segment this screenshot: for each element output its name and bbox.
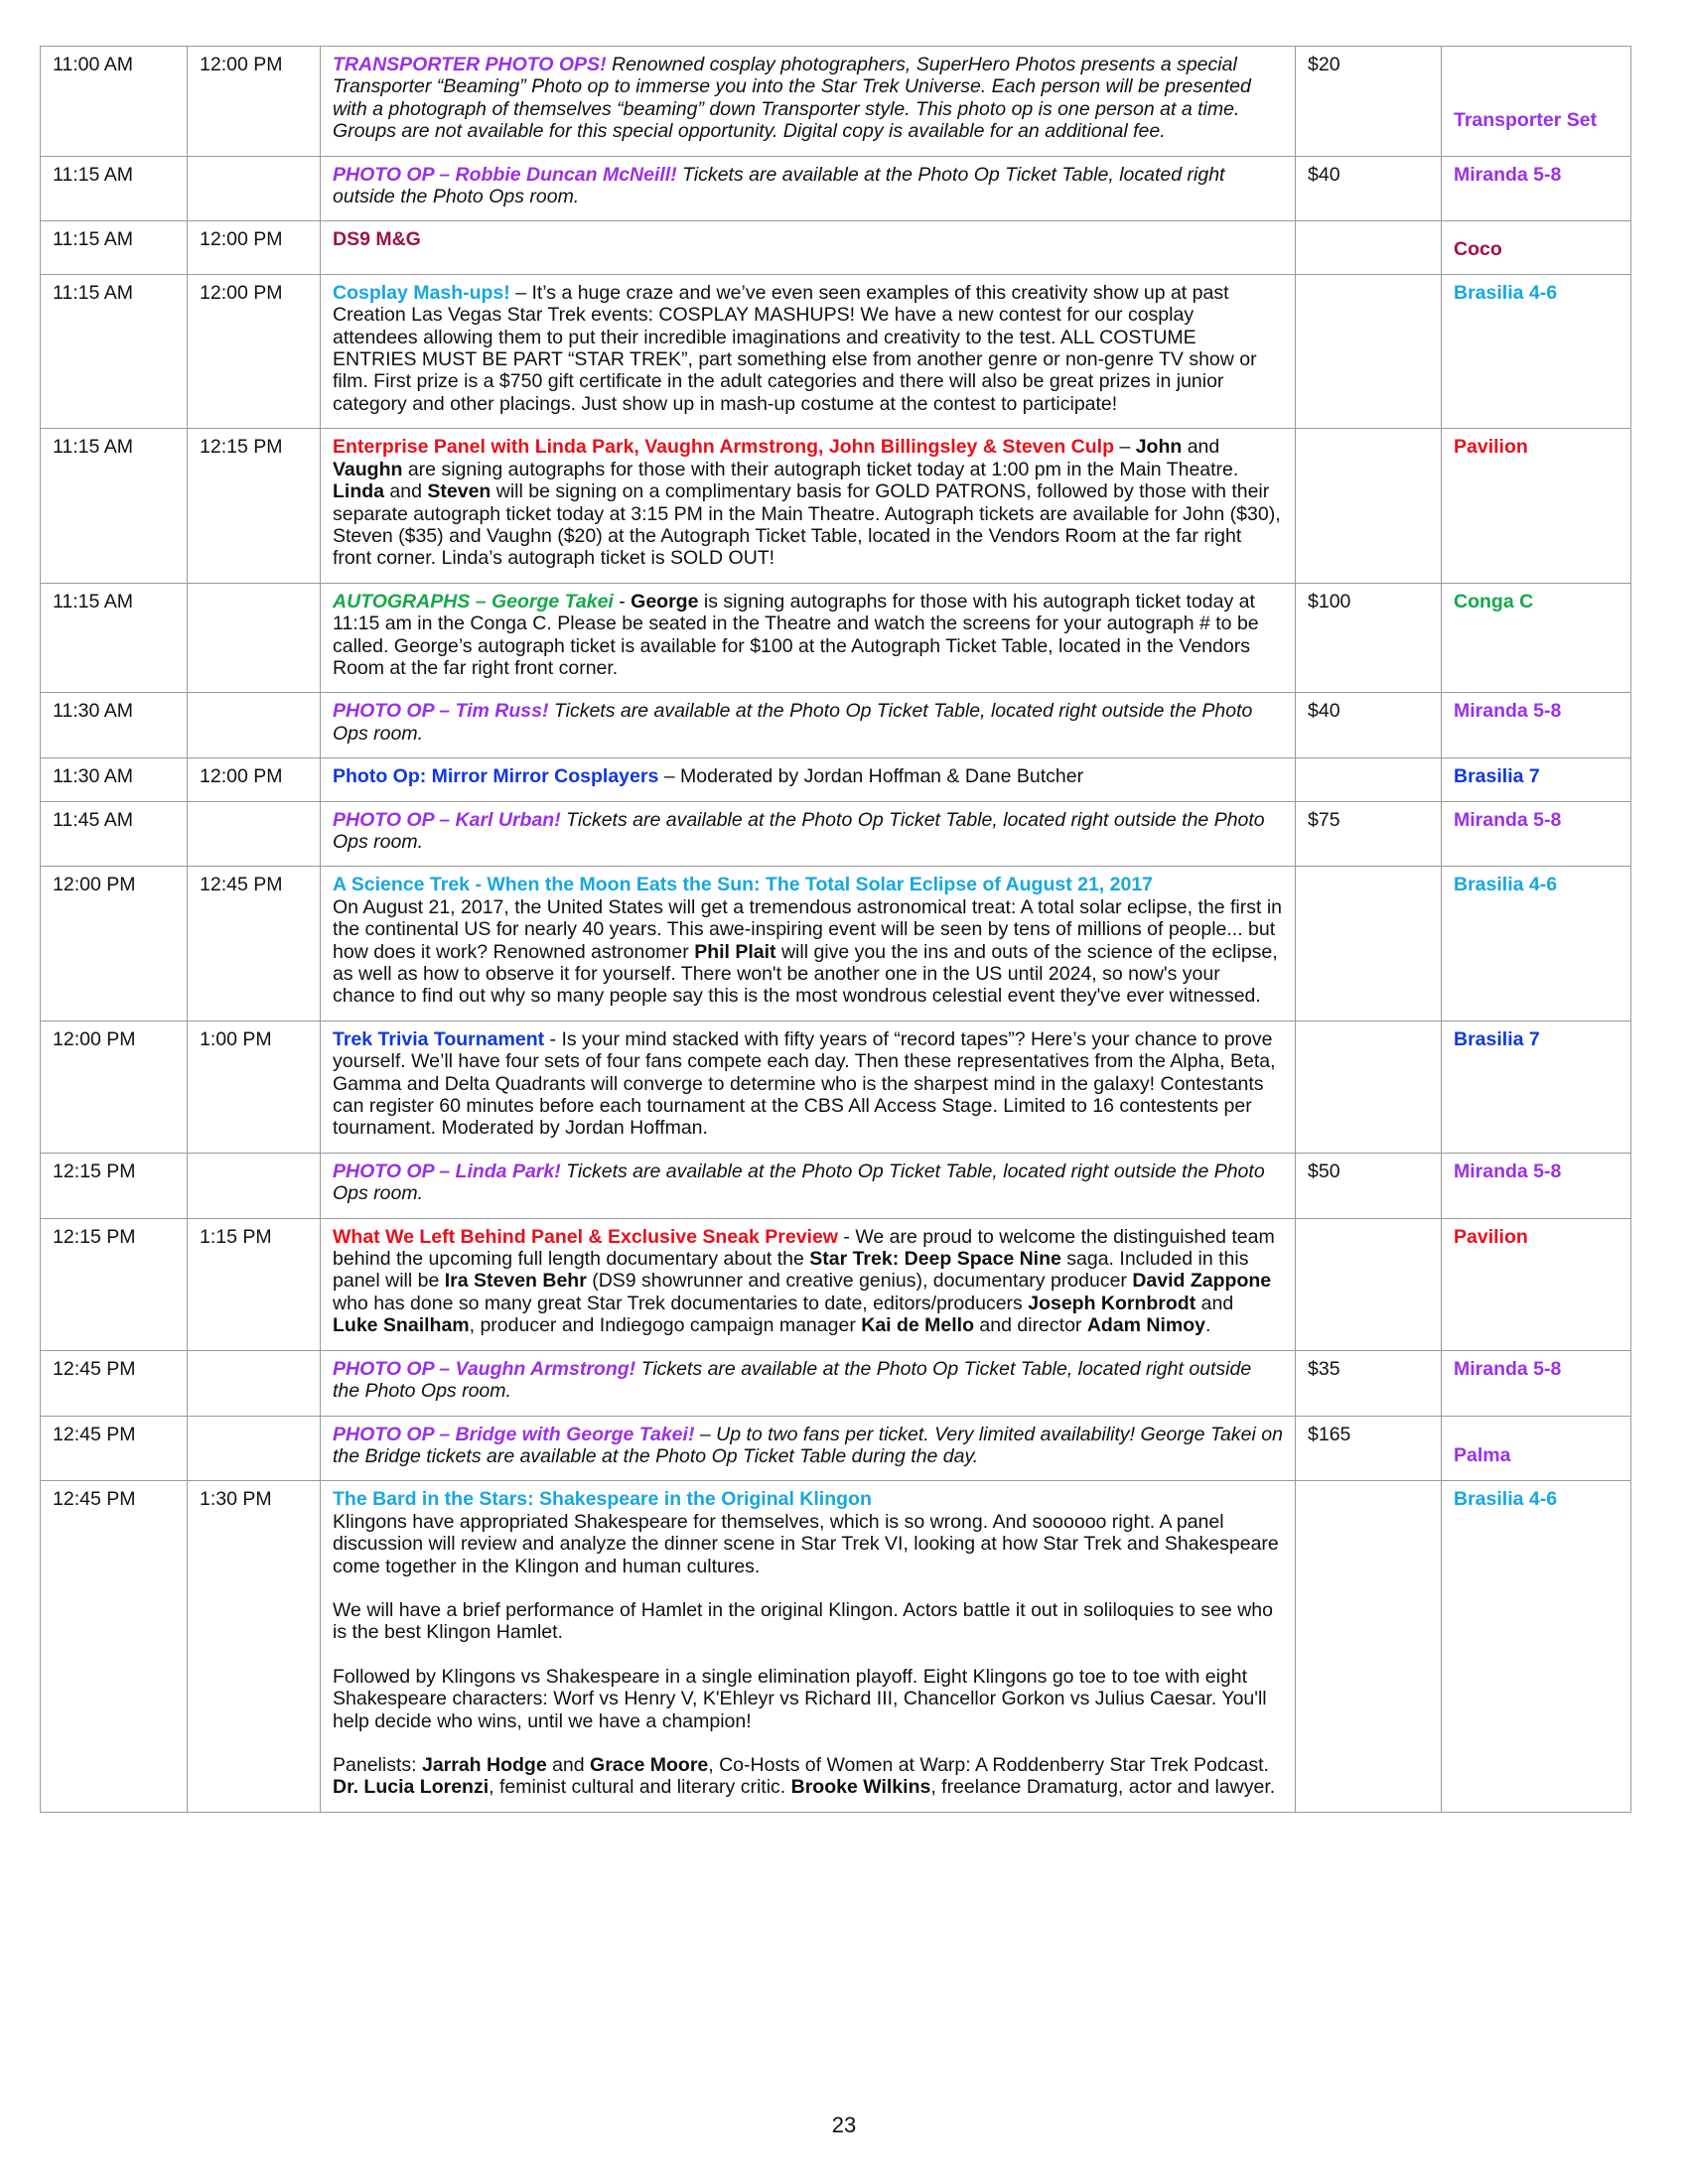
event-price [1296, 1481, 1442, 1812]
event-title: PHOTO OP – Tim Russ! [333, 700, 549, 723]
event-room-cell [1442, 583, 1631, 693]
end-time: 12:00 PM [188, 221, 321, 274]
event-text: are signing autographs for those with their autograph ticket today at 1:00 pm in the Main Theatre. [402, 458, 1239, 480]
event-text-bold: Kai de Mello [861, 1314, 975, 1337]
event-text: and [546, 1753, 591, 1776]
start-time: 12:45 PM [41, 1481, 188, 1812]
schedule-row [41, 1481, 1631, 1812]
event-text: . [1205, 1314, 1211, 1337]
event-text-bold: Adam Nimoy [1086, 1314, 1206, 1337]
event-title: Enterprise Panel with Linda Park, Vaughn Armstrong, John Billingsley & Steven Culp [333, 436, 1115, 459]
event-text: will give you the ins and outs of the science of the eclipse, as well as how to observe it for yourself. There won't be another one in the US until 2024, so now's your chance to find out why so many people say this is the most wondrous celestial event they've ever witnessed. [333, 940, 1278, 1008]
event-text: On August 21, 2017, the United States will get a tremendous astronomical treat: A total solar eclipse, the first in the continental US for nearly 40 years. This awe-inspiring event will be seen by tens of millions of people... but how does it work? Renowned astronomer [333, 895, 1283, 963]
event-room-cell [1442, 1218, 1631, 1350]
end-time [188, 801, 321, 867]
schedule-row [41, 47, 1631, 157]
event-price [1296, 274, 1442, 428]
event-room: Miranda 5-8 [1454, 700, 1562, 723]
event-room: Brasilia 4-6 [1454, 1488, 1558, 1511]
event-room: Pavilion [1454, 436, 1528, 459]
start-time: 11:15 AM [41, 274, 188, 428]
event-title: PHOTO OP – Linda Park! [333, 1160, 561, 1182]
event-text-bold: Vaughn [333, 458, 403, 480]
event-text: , feminist cultural and literary critic. [489, 1776, 791, 1799]
start-time: 12:00 PM [41, 1021, 188, 1153]
event-text: who has done so many great Star Trek documentaries to date, editors/producers [333, 1292, 1029, 1314]
start-time: 12:00 PM [41, 867, 188, 1021]
event-text-bold: Steven [427, 480, 492, 503]
schedule-row [41, 1218, 1631, 1350]
event-description [321, 47, 1296, 157]
schedule-row [41, 758, 1631, 801]
event-text: Tickets are available at the Photo Op Ticket Table, located right outside the Photo Ops room. [333, 1160, 1265, 1205]
schedule-row [41, 1350, 1631, 1416]
start-time: 12:45 PM [41, 1350, 188, 1416]
event-price [1296, 221, 1442, 274]
event-title: PHOTO OP – Bridge with George Takei! [333, 1423, 695, 1445]
event-description [321, 429, 1296, 583]
schedule-row [41, 1416, 1631, 1481]
event-text: and director [974, 1314, 1087, 1337]
event-text-bold: Dr. Lucia Lorenzi [333, 1776, 490, 1799]
event-room-cell [1442, 429, 1631, 583]
end-time: 1:15 PM [188, 1218, 321, 1350]
event-room-cell [1442, 47, 1631, 157]
event-room-cell [1442, 1350, 1631, 1416]
event-text-bold: Brooke Wilkins [790, 1776, 931, 1799]
end-time [188, 693, 321, 758]
event-price: $75 [1296, 801, 1442, 867]
end-time: 1:00 PM [188, 1021, 321, 1153]
event-title: PHOTO OP – Robbie Duncan McNeill! [333, 163, 677, 186]
event-room-cell [1442, 1153, 1631, 1218]
event-room: Palma [1454, 1443, 1511, 1466]
event-text: - Is your mind stacked with fifty years of “record tapes”? Here’s your chance to prove yourself. We’ll have four sets of four fans compete each day. Then these representatives from the Alpha, Beta, Gamma and Delta Quadrants will converge to determine who is the sharpest mind in the galaxy! Contestants can register 60 minutes before each tournament at the CBS All Access Stage. Limited to 16 contestents per tournament. Moderated by Jordan Hoffman. [333, 1027, 1276, 1140]
event-text: saga. Included in this panel will be [333, 1248, 1249, 1293]
start-time: 11:15 AM [41, 156, 188, 221]
schedule-row [41, 867, 1631, 1021]
event-description [321, 758, 1296, 801]
event-room: Miranda 5-8 [1454, 1160, 1562, 1182]
event-title: A Science Trek - When the Moon Eats the Sun: The Total Solar Eclipse of August 21, 2017 [333, 874, 1154, 896]
start-time: 11:15 AM [41, 429, 188, 583]
end-time: 12:00 PM [188, 47, 321, 157]
end-time [188, 1153, 321, 1218]
event-text-bold: Phil Plait [694, 940, 776, 963]
event-text: (DS9 showrunner and creative genius), documentary producer [586, 1270, 1133, 1293]
event-text: Renowned cosplay photographers, SuperHero Photos presents a special Transporter “Beaming” Photo op to immerse you into the Star Trek Universe. Each person will be presented with a photograph of themselves “beaming” down Transporter style. This photo op is one person at a time. Groups are not available for this special opportunity. Digital copy is available for an additional fee. [333, 54, 1251, 143]
event-text: – Up to two fans per ticket. Very limited availability! George Takei on the Bridge tickets are available at the Photo Op Ticket Table during the day. [333, 1423, 1283, 1467]
event-text: is signing autographs for those with his autograph ticket today at 11:15 am in the Conga C. Please be seated in the Theatre and watch the screens for your autograph # to be called. George’s autograph ticket is available for $100 at the Autograph Ticket Table, located in the Vendors Room at the far right front corner. [333, 590, 1259, 679]
event-text: , producer and Indiegogo campaign manager [469, 1314, 862, 1337]
event-text: Tickets are available at the Photo Op Ticket Table, located right outside the Photo Ops room. [333, 163, 1225, 208]
event-price: $165 [1296, 1416, 1442, 1481]
event-text: – [1114, 436, 1136, 459]
event-description [321, 274, 1296, 428]
event-price: $50 [1296, 1153, 1442, 1218]
end-time [188, 1350, 321, 1416]
event-room: Miranda 5-8 [1454, 808, 1562, 831]
event-price [1296, 1218, 1442, 1350]
start-time: 11:30 AM [41, 758, 188, 801]
end-time: 12:45 PM [188, 867, 321, 1021]
start-time: 11:45 AM [41, 801, 188, 867]
event-room-cell [1442, 758, 1631, 801]
event-text: – Moderated by Jordan Hoffman & Dane Butcher [658, 765, 1084, 788]
event-price [1296, 1021, 1442, 1153]
schedule-row [41, 274, 1631, 428]
end-time [188, 156, 321, 221]
event-text: will be signing on a complimentary basis for GOLD PATRONS, followed by those with their separate autograph ticket today at 3:15 PM in the Main Theatre. Autograph tickets are available for John ($30), Steven ($35) and Vaughn ($20) at the Autograph Ticket Table, located in the Vendors Room at the far right front corner. Linda’s autograph ticket is SOLD OUT! [333, 480, 1281, 570]
event-description [321, 1416, 1296, 1481]
event-description [321, 583, 1296, 693]
event-price: $20 [1296, 47, 1442, 157]
event-title: PHOTO OP – Vaughn Armstrong! [333, 1357, 636, 1380]
schedule-row [41, 1021, 1631, 1153]
end-time: 12:15 PM [188, 429, 321, 583]
event-description [321, 1218, 1296, 1350]
event-title: PHOTO OP – Karl Urban! [333, 808, 561, 831]
start-time: 12:15 PM [41, 1218, 188, 1350]
event-text: and [1196, 1292, 1234, 1314]
start-time: 12:45 PM [41, 1416, 188, 1481]
event-room-cell [1442, 156, 1631, 221]
event-price [1296, 867, 1442, 1021]
end-time: 12:00 PM [188, 758, 321, 801]
event-room: Miranda 5-8 [1454, 163, 1562, 186]
schedule-row [41, 583, 1631, 693]
event-room: Conga C [1454, 590, 1534, 613]
event-price: $40 [1296, 156, 1442, 221]
start-time: 12:15 PM [41, 1153, 188, 1218]
event-text-bold: George [631, 590, 699, 613]
event-paragraph: Followed by Klingons vs Shakespeare in a single elimination playoff. Eight Klingons go toe to toe with eight Shakespeare characters: Worf vs Henry V, K'Ehleyr vs Richard III, Chancellor Gorkon vs Julius Caesar. You'll help decide who wins, until we have a champion! [333, 1665, 1267, 1732]
page-number: 23 [831, 2113, 857, 2137]
event-room: Brasilia 7 [1454, 765, 1540, 788]
event-description [321, 867, 1296, 1021]
event-room-cell [1442, 1021, 1631, 1153]
event-text: - We are proud to welcome the distinguished team behind the upcoming full length documentary about the [333, 1225, 1275, 1271]
event-room: Transporter Set [1454, 109, 1598, 131]
event-description [321, 693, 1296, 758]
event-room-cell [1442, 274, 1631, 428]
event-paragraph [333, 1754, 1283, 1799]
event-text: , freelance Dramaturg, actor and lawyer. [930, 1776, 1276, 1799]
event-price: $40 [1296, 693, 1442, 758]
schedule-table [40, 46, 1631, 1813]
event-text: – It’s a huge craze and we’ve even seen examples of this creativity show up at past Creation Las Vegas Star Trek events: COSPLAY MASHUPS! We have a new contest for our cosplay attendees allowing them to put their incredible imaginations and creativity to the test. ALL COSTUME ENTRIES MUST BE PART “STAR TREK”, part something else from another genre or non-genre TV show or film. First prize is a $750 gift certificate in the adult categories and there will also be great prizes in junior category and other placings. Just show up in mash-up costume at the contest to participate! [333, 281, 1257, 415]
start-time: 11:00 AM [41, 47, 188, 157]
event-price: $100 [1296, 583, 1442, 693]
event-title: Trek Trivia Tournament [333, 1027, 545, 1050]
end-time: 1:30 PM [188, 1481, 321, 1812]
event-price [1296, 758, 1442, 801]
event-text: Panelists: [333, 1753, 422, 1776]
schedule-row [41, 1153, 1631, 1218]
schedule-row [41, 221, 1631, 274]
schedule-row [41, 693, 1631, 758]
event-room: Brasilia 4-6 [1454, 874, 1558, 896]
event-description [321, 1481, 1296, 1812]
event-title: AUTOGRAPHS – George Takei [333, 590, 614, 613]
event-description [321, 1021, 1296, 1153]
event-room-cell [1442, 801, 1631, 867]
event-text-bold: Ira Steven Behr [444, 1270, 587, 1293]
start-time: 11:15 AM [41, 221, 188, 274]
event-description [321, 221, 1296, 274]
end-time [188, 583, 321, 693]
event-room: Brasilia 7 [1454, 1027, 1540, 1050]
event-text: and [1182, 436, 1220, 459]
event-text-bold: Grace Moore [590, 1753, 709, 1776]
event-title: DS9 M&G [333, 228, 421, 251]
event-price [1296, 429, 1442, 583]
event-title: The Bard in the Stars: Shakespeare in the Original Klingon [333, 1488, 872, 1511]
event-room-cell [1442, 221, 1631, 274]
schedule-row [41, 429, 1631, 583]
event-room-cell [1442, 1416, 1631, 1481]
event-text: , Co-Hosts of Women at Warp: A Roddenberry Star Trek Podcast. [708, 1753, 1269, 1776]
event-room: Brasilia 4-6 [1454, 281, 1558, 304]
event-text-bold: Luke Snailham [333, 1314, 470, 1337]
event-text: Klingons have appropriated Shakespeare for themselves, which is so wrong. And soooooo right. A panel discussion will review and analyze the dinner scene in Star Trek VI, looking at how Star Trek and Shakespeare come together in the Klingon and human cultures. [333, 1510, 1279, 1577]
event-description [321, 1350, 1296, 1416]
schedule-row [41, 801, 1631, 867]
event-text: - [613, 590, 632, 613]
event-paragraph: We will have a brief performance of Hamlet in the original Klingon. Actors battle it out in soliloquies to see who is the best Klingon Hamlet. [333, 1598, 1273, 1644]
event-title: What We Left Behind Panel & Exclusive Sneak Preview [333, 1225, 838, 1248]
event-description [321, 1153, 1296, 1218]
event-description [321, 156, 1296, 221]
event-text-bold: Joseph Kornbrodt [1028, 1292, 1196, 1314]
event-price: $35 [1296, 1350, 1442, 1416]
event-text-bold: John [1135, 436, 1183, 459]
event-room-cell [1442, 1481, 1631, 1812]
event-room: Pavilion [1454, 1225, 1528, 1248]
schedule-row [41, 156, 1631, 221]
event-title: Photo Op: Mirror Mirror Cosplayers [333, 765, 659, 788]
event-text: and [384, 480, 428, 503]
event-room-cell [1442, 867, 1631, 1021]
start-time: 11:30 AM [41, 693, 188, 758]
event-text: Tickets are available at the Photo Op Ticket Table, located right outside the Photo Ops room. [333, 700, 1253, 745]
event-text-bold: Jarrah Hodge [421, 1753, 547, 1776]
start-time: 11:15 AM [41, 583, 188, 693]
event-room-cell [1442, 693, 1631, 758]
event-description [321, 801, 1296, 867]
event-room: Coco [1454, 238, 1502, 261]
event-text-bold: Star Trek: Deep Space Nine [809, 1248, 1061, 1271]
end-time [188, 1416, 321, 1481]
event-room: Miranda 5-8 [1454, 1357, 1562, 1380]
event-text: Tickets are available at the Photo Op Ticket Table, located right outside the Photo Ops room. [333, 1357, 1252, 1403]
event-text-bold: Linda [333, 480, 384, 503]
event-title: Cosplay Mash-ups! [333, 281, 510, 304]
event-text: Tickets are available at the Photo Op Ticket Table, located right outside the Photo Ops room. [333, 808, 1265, 853]
event-title: TRANSPORTER PHOTO OPS! [333, 54, 607, 75]
end-time: 12:00 PM [188, 274, 321, 428]
event-text-bold: David Zappone [1132, 1270, 1272, 1293]
